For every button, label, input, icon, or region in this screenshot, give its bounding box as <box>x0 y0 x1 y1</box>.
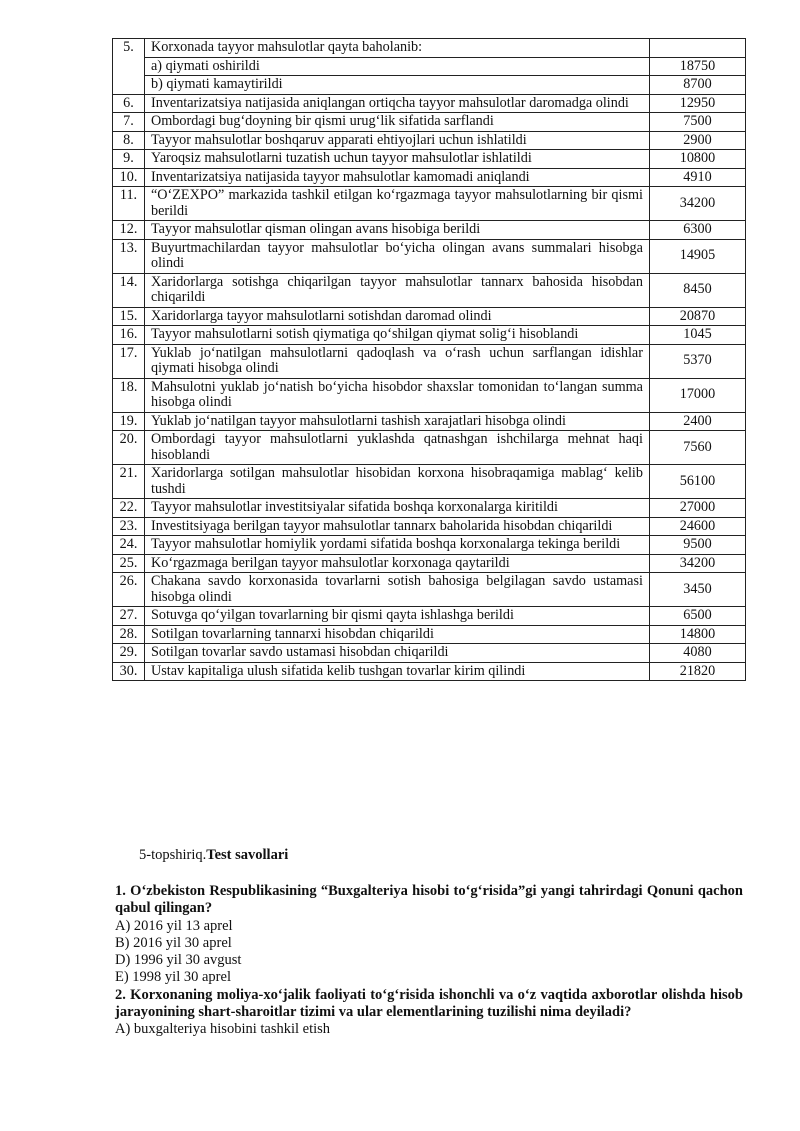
row-description: Ko‘rgazmaga berilgan tayyor mahsulotlar korxonaga qaytarildi <box>145 554 650 573</box>
table-row <box>113 662 746 681</box>
row-description: Sotilgan tovarlar savdo ustamasi hisobdan chiqarildi <box>145 644 650 663</box>
answer-option: B) 2016 yil 30 aprel <box>115 934 232 951</box>
row-description: Yuklab jo‘natilgan tayyor mahsulotlarni tashish xarajatlari hisobga olindi <box>145 412 650 431</box>
table-row <box>113 273 746 307</box>
table-row <box>113 607 746 626</box>
row-amount: 7500 <box>649 113 745 132</box>
row-number: 17. <box>113 344 145 378</box>
section-title: Test savollari <box>206 847 289 863</box>
table-row <box>113 150 746 169</box>
row-amount: 8450 <box>649 273 745 307</box>
row-amount: 20870 <box>649 307 745 326</box>
row-number: 27. <box>113 607 145 626</box>
table-row <box>113 221 746 240</box>
table-row <box>113 187 746 221</box>
row-number: 16. <box>113 326 145 345</box>
table-row <box>113 168 746 187</box>
row-number: 25. <box>113 554 145 573</box>
row-amount: 34200 <box>649 187 745 221</box>
row-amount: 5370 <box>649 344 745 378</box>
row-number: 7. <box>113 113 145 132</box>
row-number: 9. <box>113 150 145 169</box>
row-description: Chakana savdo korxonasida tovarlarni sotish bahosiga belgilagan savdo ustamasi hisobga olindi <box>145 573 650 607</box>
row-amount: 4910 <box>649 168 745 187</box>
row-number: 29. <box>113 644 145 663</box>
row-description: Tayyor mahsulotlarni sotish qiymatiga qo‘shilgan qiymat solig‘i hisoblandi <box>145 326 650 345</box>
row-amount: 14800 <box>649 625 745 644</box>
row-amount: 2400 <box>649 412 745 431</box>
table-row <box>113 94 746 113</box>
row-amount: 27000 <box>649 499 745 518</box>
answer-option: D) 1996 yil 30 avgust <box>115 952 242 969</box>
row-description: Ombordagi bug‘doyning bir qismi urug‘lik sifatida sarflandi <box>145 113 650 132</box>
answer-option: E) 1998 yil 30 aprel <box>115 969 231 986</box>
table-row <box>113 536 746 555</box>
row-number: 23. <box>113 517 145 536</box>
row-amount: 6300 <box>649 221 745 240</box>
table-row <box>113 76 746 95</box>
operations-table <box>112 38 746 681</box>
row-description: Investitsiyaga berilgan tayyor mahsulotlar tannarx baholarida hisobdan chiqarildi <box>145 517 650 536</box>
row-amount: 12950 <box>649 94 745 113</box>
table-row <box>113 57 746 76</box>
row-description: Xaridorlarga sotishga chiqarilgan tayyor mahsulotlar tannarx bahosida hisobdan chiqarildi <box>145 273 650 307</box>
row-number: 24. <box>113 536 145 555</box>
row-amount: 17000 <box>649 378 745 412</box>
table-row <box>113 131 746 150</box>
row-number: 6. <box>113 94 145 113</box>
row-description: Sotilgan tovarlarning tannarxi hisobdan chiqarildi <box>145 625 650 644</box>
table-row <box>113 412 746 431</box>
table-row <box>113 554 746 573</box>
table-row <box>113 113 746 132</box>
table-row <box>113 517 746 536</box>
answer-option: A) 2016 yil 13 aprel <box>115 917 233 934</box>
table-row <box>113 465 746 499</box>
table-row <box>113 644 746 663</box>
table-row <box>113 239 746 273</box>
row-number: 5. <box>113 39 145 95</box>
row-number: 14. <box>113 273 145 307</box>
row-amount: 4080 <box>649 644 745 663</box>
row-amount: 24600 <box>649 517 745 536</box>
row-amount: 9500 <box>649 536 745 555</box>
row-amount: 8700 <box>649 76 745 95</box>
row-number: 22. <box>113 499 145 518</box>
row-description: Korxonada tayyor mahsulotlar qayta baholanib: <box>145 39 650 58</box>
row-number: 8. <box>113 131 145 150</box>
operations-table-body <box>113 39 746 681</box>
row-description: Ustav kapitaliga ulush sifatida kelib tushgan tovarlar kirim qilindi <box>145 662 650 681</box>
row-description: Yaroqsiz mahsulotlarni tuzatish uchun tayyor mahsulotlar ishlatildi <box>145 150 650 169</box>
row-amount: 34200 <box>649 554 745 573</box>
row-amount: 7560 <box>649 431 745 465</box>
table-row <box>113 573 746 607</box>
row-number: 10. <box>113 168 145 187</box>
row-amount: 18750 <box>649 57 745 76</box>
row-description: Tayyor mahsulotlar qisman olingan avans hisobiga berildi <box>145 221 650 240</box>
row-description: Mahsulotni yuklab jo‘natish bo‘yicha hisobdor shaxslar tomonidan to‘langan summa hisobga olindi <box>145 378 650 412</box>
row-description: a) qiymati oshirildi <box>145 57 650 76</box>
question-text: 2. Korxonaning moliya-xo‘jalik faoliyati to‘g‘risida ishonchli va o‘z vaqtida axborotlar olishda hisob jarayonining shart-sharoitlar tizimi va ular elementlarining tuzilishi nima deyiladi? <box>115 986 743 1021</box>
row-description: Tayyor mahsulotlar homiylik yordami sifatida boshqa korxonalarga tekinga berildi <box>145 536 650 555</box>
row-number: 12. <box>113 221 145 240</box>
row-amount: 56100 <box>649 465 745 499</box>
row-number: 26. <box>113 573 145 607</box>
row-amount: 10800 <box>649 150 745 169</box>
row-description: Xaridorlarga tayyor mahsulotlarni sotishdan daromad olindi <box>145 307 650 326</box>
row-description: Buyurtmachilardan tayyor mahsulotlar bo‘yicha olingan avans summalari hisobga olindi <box>145 239 650 273</box>
section-prefix: 5-topshiriq. <box>139 847 207 863</box>
table-row <box>113 326 746 345</box>
row-description: b) qiymati kamaytirildi <box>145 76 650 95</box>
answer-option: A) buxgalteriya hisobini tashkil etish <box>115 1021 331 1038</box>
row-number: 11. <box>113 187 145 221</box>
row-description: Inventarizatsiya natijasida aniqlangan ortiqcha tayyor mahsulotlar daromadga olindi <box>145 94 650 113</box>
row-description: Xaridorlarga sotilgan mahsulotlar hisobidan korxona hisobraqamiga mablag‘ kelib tushdi <box>145 465 650 499</box>
row-description: Yuklab jo‘natilgan mahsulotlarni qadoqlash va o‘rash uchun sarflangan idishlar qiymati hisobga olindi <box>145 344 650 378</box>
row-amount: 21820 <box>649 662 745 681</box>
row-number: 13. <box>113 239 145 273</box>
row-amount: 14905 <box>649 239 745 273</box>
table-row <box>113 307 746 326</box>
row-description: Tayyor mahsulotlar boshqaruv apparati ehtiyojlari uchun ishlatildi <box>145 131 650 150</box>
row-description: Ombordagi tayyor mahsulotlarni yuklashda qatnashgan ishchilarga mehnat haqi hisoblandi <box>145 431 650 465</box>
row-amount: 1045 <box>649 326 745 345</box>
row-amount: 6500 <box>649 607 745 626</box>
row-description: “O‘ZEXPO” markazida tashkil etilgan ko‘rgazmaga tayyor mahsulotlarning bir qismi berildi <box>145 187 650 221</box>
row-number: 20. <box>113 431 145 465</box>
row-description: Tayyor mahsulotlar investitsiyalar sifatida boshqa korxonalarga kiritildi <box>145 499 650 518</box>
table-row <box>113 431 746 465</box>
row-number: 18. <box>113 378 145 412</box>
row-number: 28. <box>113 625 145 644</box>
row-number: 21. <box>113 465 145 499</box>
table-row <box>113 39 746 58</box>
test-questions <box>115 883 743 1039</box>
table-row <box>113 344 746 378</box>
table-row <box>113 625 746 644</box>
row-number: 15. <box>113 307 145 326</box>
row-description: Sotuvga qo‘yilgan tovarlarning bir qismi qayta ishlashga berildi <box>145 607 650 626</box>
table-row <box>113 499 746 518</box>
row-amount: 3450 <box>649 573 745 607</box>
row-amount: 2900 <box>649 131 745 150</box>
question-text: 1. O‘zbekiston Respublikasining “Buxgalteriya hisobi to‘g‘risida”gi yangi tahrirdagi Qonuni qachon qabul qilingan? <box>115 883 743 917</box>
table-row <box>113 378 746 412</box>
section-heading <box>139 847 288 864</box>
row-amount <box>649 39 745 58</box>
row-description: Inventarizatsiya natijasida tayyor mahsulotlar kamomadi aniqlandi <box>145 168 650 187</box>
row-number: 19. <box>113 412 145 431</box>
row-number: 30. <box>113 662 145 681</box>
